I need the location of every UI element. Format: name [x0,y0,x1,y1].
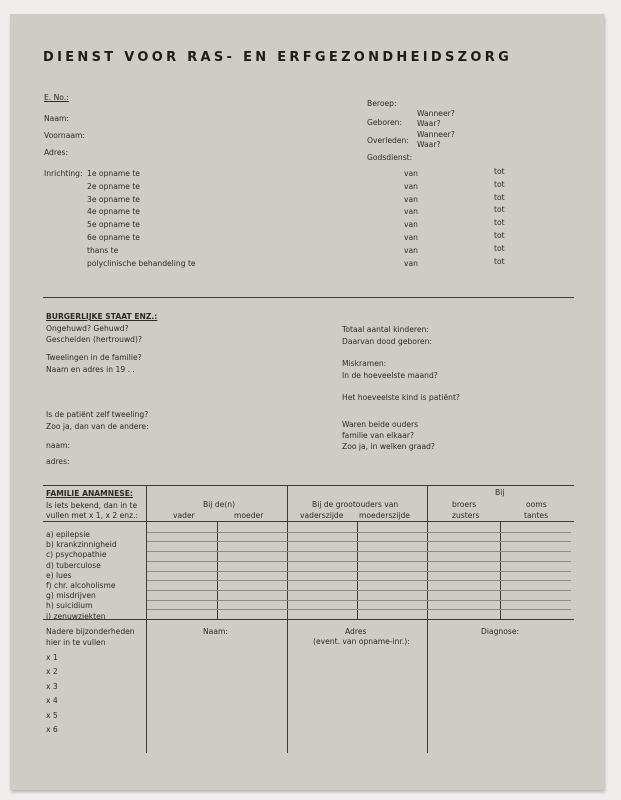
table-col-divider [287,485,288,753]
naam-label: Naam: [44,114,69,123]
adres-column-label: Adres [345,627,367,636]
x-label: x 5 [46,710,58,720]
familie-instruction-2: vullen met x 1, x 2 enz.: [46,511,139,520]
geboren-wanneer: Wanneer? [417,109,455,118]
x-label: x 4 [46,696,58,706]
grid-row-line [147,580,571,581]
bij-den-header: Bij de(n) [203,500,236,509]
tot-label: tot [494,243,505,253]
van-label: van [404,169,418,178]
gescheiden-label: Gescheiden (hertrouwd)? [46,335,142,344]
burgerlijke-heading: BURGERLIJKE STAAT ENZ.: [46,312,158,321]
form-title: DIENST VOOR RAS- EN ERFGEZONDHEIDSZORG [43,50,513,65]
nadere-label-1: Nadere bijzonderheden [46,627,135,636]
table-grid-bottom-rule [43,619,574,620]
e-no-label: E. No.: [44,93,69,102]
tot-label: tot [494,192,505,202]
moeder-header: moeder [234,511,264,520]
familie-instruction-1: Is iets bekend, dan in te [46,501,138,510]
tot-label: tot [494,167,505,176]
ooms-header: ooms [526,500,547,509]
bij-header: Bij [495,488,505,497]
waren-ouders-label: Waren beide ouders [342,420,419,429]
opname-label: polyclinische behandeling te [87,258,196,268]
table-header-rule [43,521,574,522]
hoeveelste-maand-label: In de hoeveelste maand? [342,371,438,380]
vader-header: vader [173,511,195,520]
opname-label: 6e opname te [87,233,140,242]
condition-label: e) lues [46,570,72,580]
overleden-waar: Waar? [417,140,441,149]
tot-label: tot [494,231,505,240]
van-label: van [404,258,418,268]
van-label: van [404,207,418,217]
grid-row-line [147,532,571,533]
condition-label: g) misdrijven [46,591,96,601]
familie-elkaar-label: familie van elkaar? [342,431,415,440]
tot-label: tot [494,218,505,228]
van-label: van [404,233,418,242]
x-label: x 1 [46,653,58,662]
voornaam-label: Voornaam: [44,131,85,140]
table-top-rule [43,485,574,486]
adres-sub-label: (event. van opname-inr.): [313,637,410,646]
familie-heading: FAMILIE ANAMNESE: [46,489,133,498]
grootouders-header: Bij de grootouders van [312,500,399,509]
grid-row-line [147,600,571,601]
geboren-waar: Waar? [417,119,441,128]
naam-column-label: Naam: [203,627,228,636]
inrichting-label: Inrichting: [44,169,83,178]
broers-header: broers [452,500,477,509]
tantes-header: tantes [524,511,549,520]
zelf-tweeling-label: Is de patiënt zelf tweeling? [46,410,149,419]
overleden-wanneer: Wanneer? [417,130,455,139]
condition-label: c) psychopathie [46,550,107,560]
opname-label: 1e opname te [87,169,140,178]
condition-label: i) zenuwziekten [46,611,106,621]
miskramen-label: Miskramen: [342,359,387,368]
van-label: van [404,220,418,230]
moederszijde-header: moederszijde [359,511,410,520]
zusters-header: zusters [452,511,480,520]
form-card [10,14,604,790]
adres-label: Adres: [44,148,69,157]
opname-label: 2e opname te [87,181,140,191]
x-label: x 2 [46,667,58,677]
van-label: van [404,194,418,204]
opname-label: 5e opname te [87,220,140,230]
godsdienst-label: Godsdienst: [367,153,413,162]
table-col-divider [146,485,147,753]
section-divider [43,297,574,298]
daarvan-dood-label: Daarvan dood geboren: [342,337,432,346]
diagnose-column-label: Diagnose: [481,627,520,636]
hoeveelste-kind-label: Het hoeveelste kind is patiënt? [342,393,460,402]
van-label: van [404,245,418,255]
grid-row-line [147,571,571,572]
x-label: x 3 [46,681,58,691]
opname-label: 3e opname te [87,194,140,204]
opname-label: thans te [87,245,119,255]
condition-label: d) tuberculose [46,560,101,570]
naam-adres-label: Naam en adres in 19 . . [46,365,135,374]
x-label: x 6 [46,725,58,734]
ongehuwd-label: Ongehuwd? Gehuwd? [46,324,129,333]
grid-row-line [147,541,571,542]
tot-label: tot [494,205,505,215]
beroep-label: Beroep: [367,99,397,108]
totaal-kinderen-label: Totaal aantal kinderen: [342,325,429,334]
condition-label: h) suicidium [46,601,93,611]
opname-label: 4e opname te [87,207,140,217]
condition-label: b) krankzinnigheid [46,540,117,550]
table-col-divider [427,485,428,753]
tot-label: tot [494,179,505,189]
tweeling-naam-label: naam: [46,441,71,450]
tweeling-adres-label: adres: [46,457,70,466]
grid-row-line [147,609,571,610]
van-label: van [404,181,418,191]
tot-label: tot [494,256,505,266]
tweelingen-label: Tweelingen in de familie? [46,353,142,362]
nadere-label-2: hier in te vullen [46,638,106,647]
grid-row-line [147,551,571,552]
overleden-label: Overleden: [367,136,409,145]
zoo-ja-andere-label: Zoo ja, dan van de andere: [46,422,149,431]
welken-graad-label: Zoo ja, in welken graad? [342,442,435,451]
condition-label: f) chr. alcoholisme [46,581,116,590]
grid-row-line [147,590,571,591]
condition-label: a) epilepsie [46,530,90,539]
geboren-label: Geboren: [367,118,403,127]
vaderszijde-header: vaderszijde [300,511,344,520]
grid-row-line [147,561,571,562]
